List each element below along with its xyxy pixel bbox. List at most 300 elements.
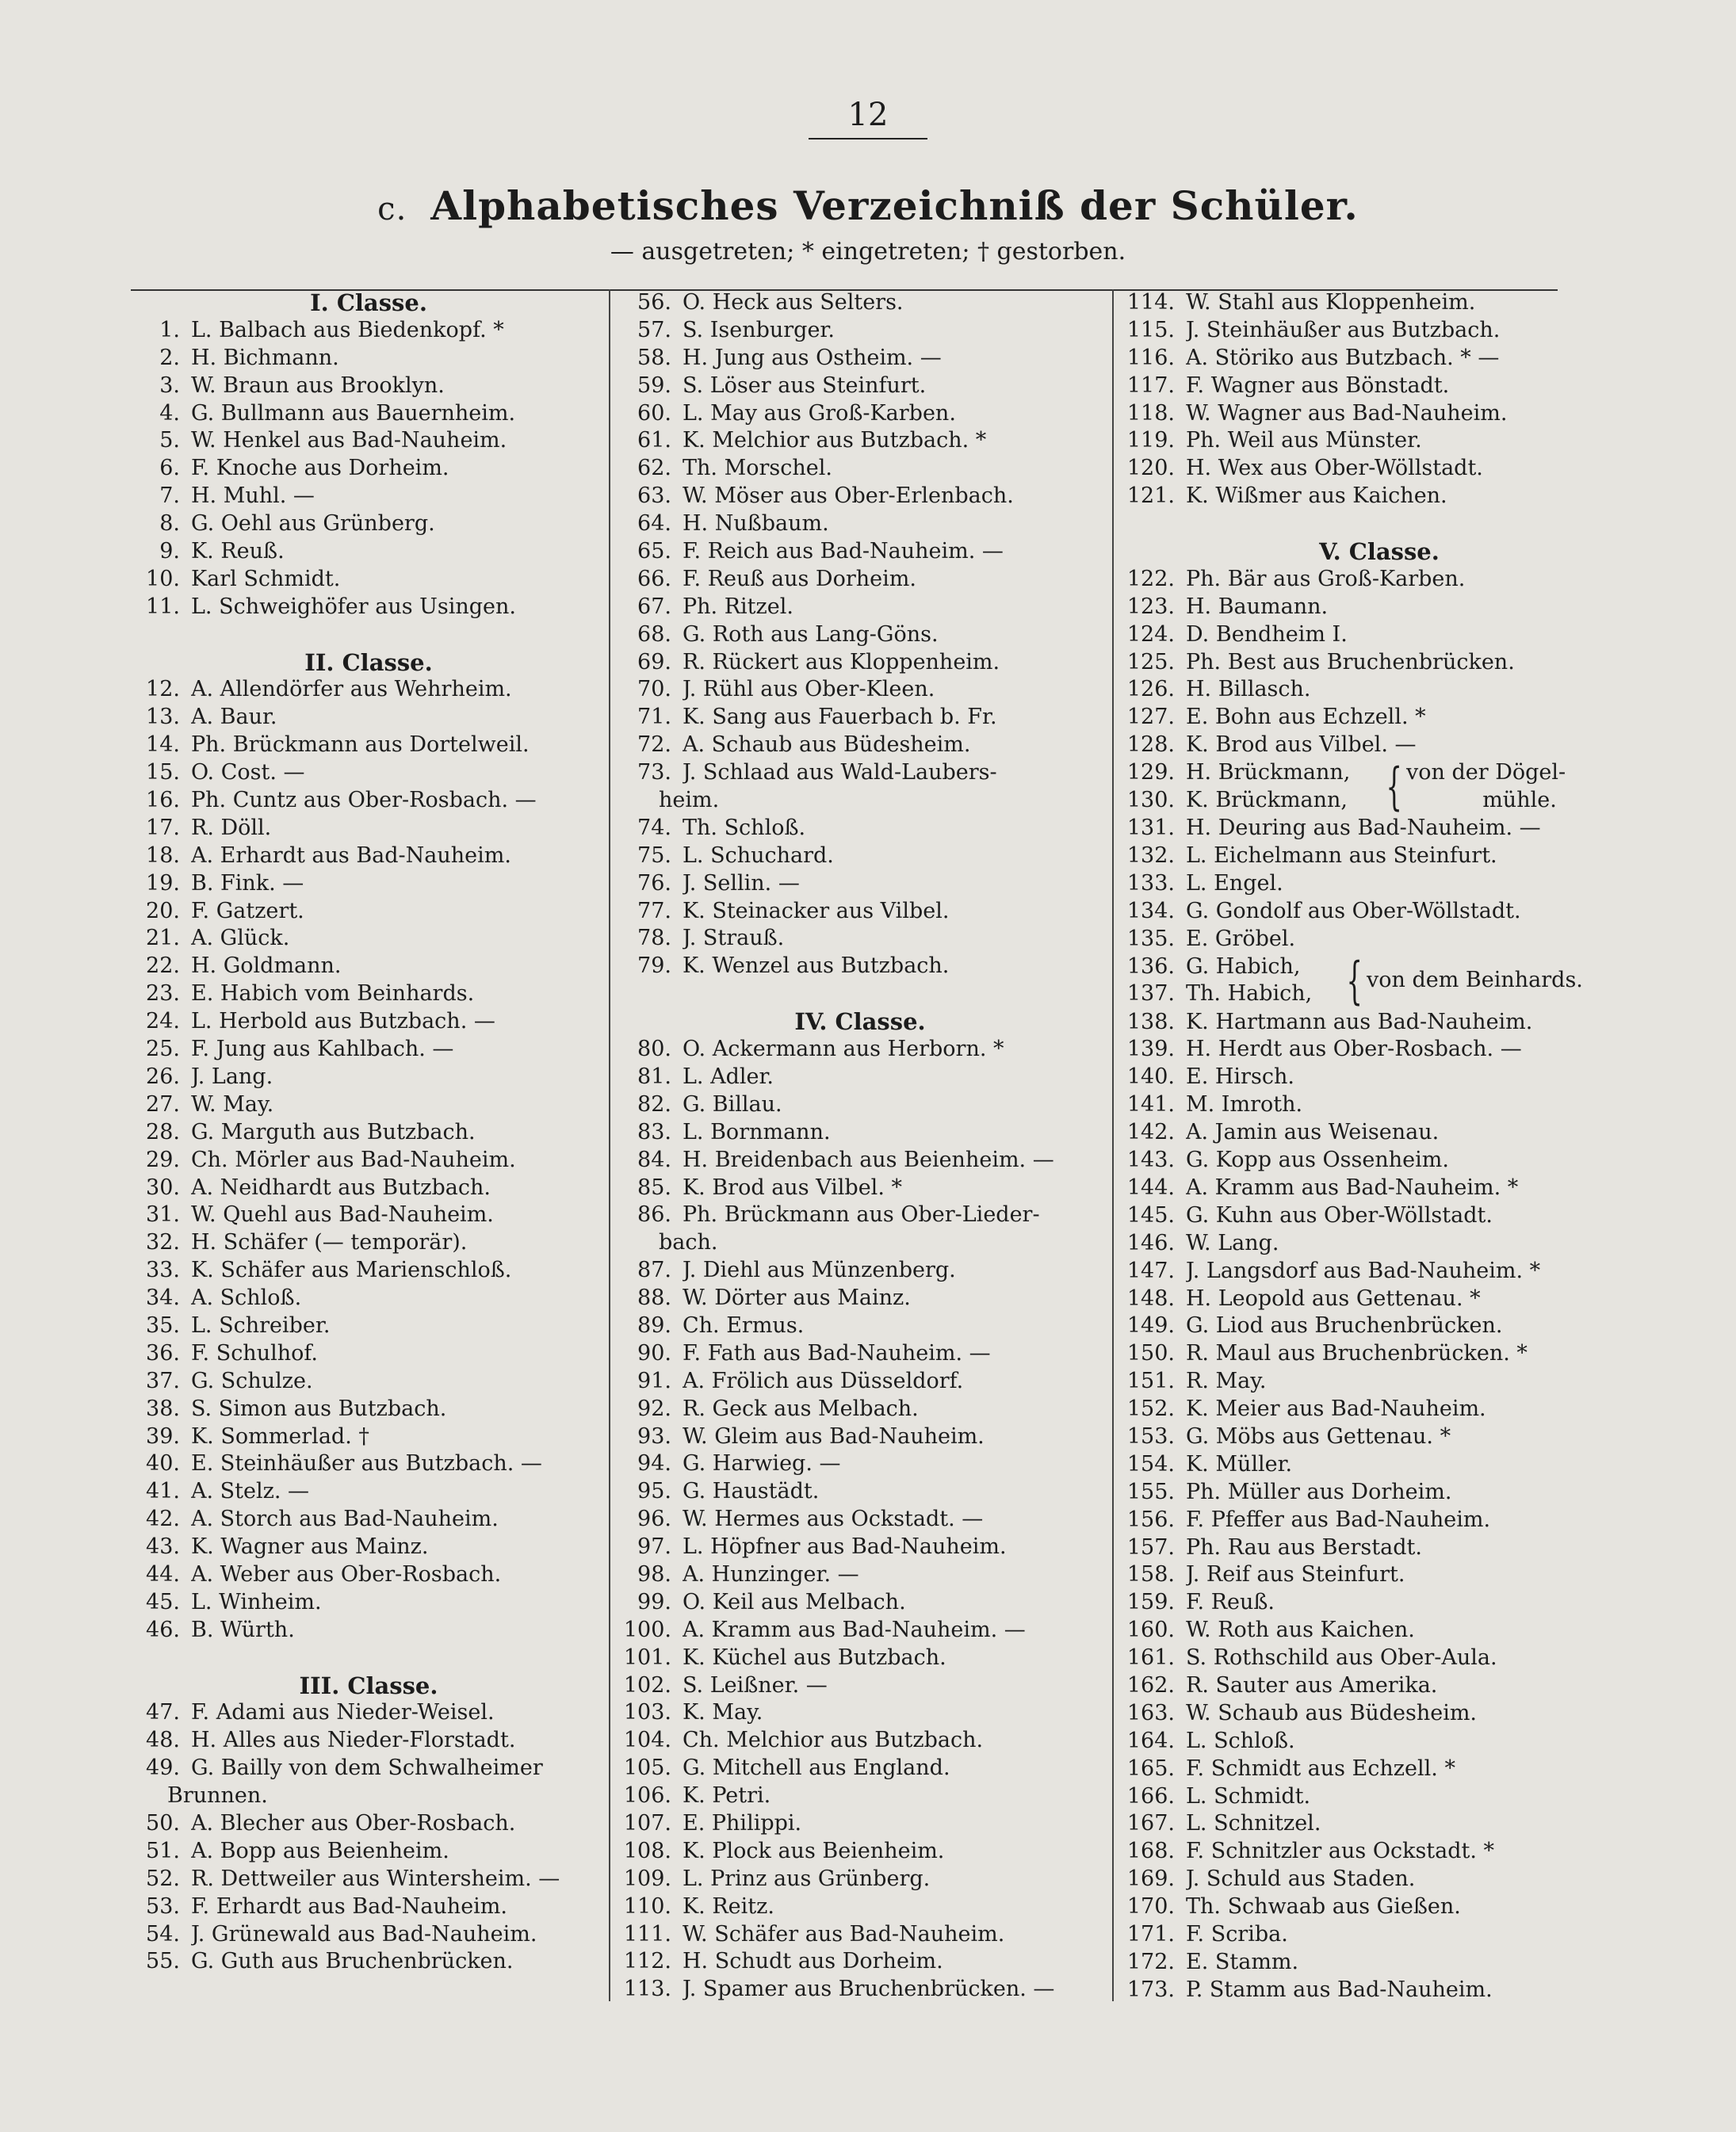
student-number: 67. — [637, 594, 671, 619]
group-origin: von der Dögel- — [1406, 760, 1566, 785]
student-number: 77. — [637, 898, 671, 923]
student-row — [131, 704, 606, 732]
student-row — [1126, 704, 1633, 732]
student-number: 73. — [637, 760, 671, 785]
student-name: O. Keil aus Melbach. — [683, 1589, 906, 1614]
student-name: K. Reitz. — [683, 1893, 774, 1919]
student-name: A. Weber aus Ober-Rosbach. — [191, 1561, 502, 1587]
student-number: 5. — [159, 428, 180, 453]
student-number: 92. — [637, 1396, 671, 1421]
bracketed-group — [1126, 759, 1633, 815]
student-number: 124. — [1126, 621, 1175, 647]
student-name: B. Würth. — [191, 1617, 295, 1642]
student-name: L. Winheim. — [191, 1589, 322, 1614]
student-number: 33. — [146, 1258, 180, 1283]
student-name: G. Roth aus Lang-Göns. — [683, 621, 939, 647]
student-row — [131, 455, 606, 483]
student-row — [131, 898, 606, 926]
student-number: 41. — [146, 1479, 180, 1504]
student-number: 51. — [146, 1838, 180, 1863]
student-number: 10. — [146, 566, 180, 591]
student-row — [1126, 815, 1633, 842]
section-title: Alphabetisches Verzeichniß der Schüler. — [430, 182, 1359, 229]
student-row — [131, 1147, 606, 1175]
student-number: 50. — [146, 1810, 180, 1836]
student-row — [622, 1921, 1098, 1949]
student-name: A. Neidhardt aus Butzbach. — [191, 1175, 491, 1200]
student-number: 155. — [1126, 1479, 1175, 1504]
student-name: B. Fink. — — [191, 870, 304, 896]
student-name: K. Küchel aus Butzbach. — [683, 1645, 946, 1670]
student-row — [1126, 842, 1633, 870]
student-name: R. Maul aus Bruchenbrücken. * — [1186, 1341, 1528, 1366]
student-row — [1126, 1119, 1633, 1147]
student-number: 71. — [637, 705, 671, 730]
student-name: H. Jung aus Ostheim. — — [683, 345, 942, 370]
student-number: 21. — [146, 926, 180, 951]
student-row — [1126, 1700, 1633, 1728]
student-name: G. Möbs aus Gettenau. * — [1186, 1423, 1451, 1449]
column-divider — [609, 289, 610, 2001]
student-name: A. Schaub aus Büdesheim. — [683, 732, 971, 758]
student-row — [131, 1866, 606, 1893]
student-row — [131, 1948, 606, 1976]
student-name: Ch. Mörler aus Bad-Nauheim. — [191, 1147, 516, 1172]
student-row — [131, 1312, 606, 1340]
student-number: 39. — [146, 1423, 180, 1449]
student-row — [622, 1810, 1098, 1838]
student-name: E. Habich vom Beinhards. — [191, 981, 475, 1007]
student-number: 115. — [1126, 317, 1175, 342]
student-row — [1126, 1589, 1633, 1617]
student-number: 56. — [637, 290, 671, 315]
student-number: 103. — [623, 1700, 671, 1725]
student-name: R. Dettweiler aus Wintersheim. — — [191, 1866, 560, 1891]
student-number: 149. — [1126, 1313, 1175, 1339]
student-row — [622, 1976, 1098, 2004]
student-row — [1126, 1451, 1633, 1479]
student-name: F. Pfeffer aus Bad-Nauheim. — [1186, 1507, 1491, 1532]
student-name: J. Schuld aus Staden. — [1186, 1866, 1416, 1892]
student-number: 43. — [146, 1534, 180, 1560]
student-number: 27. — [146, 1091, 180, 1117]
student-number: 162. — [1126, 1672, 1175, 1698]
student-name: F. Scriba. — [1186, 1921, 1288, 1947]
student-name: H. Leopold aus Gettenau. * — [1186, 1286, 1481, 1311]
spacer — [1126, 510, 1633, 538]
student-row — [1126, 1783, 1633, 1811]
student-name: H. Schäfer (— temporär). — [191, 1230, 468, 1255]
student-number: 65. — [637, 539, 671, 564]
student-number: 152. — [1126, 1396, 1175, 1422]
student-row — [1126, 1423, 1633, 1451]
student-row — [131, 1340, 606, 1368]
student-name: M. Imroth. — [1186, 1092, 1303, 1118]
student-row — [1126, 1921, 1633, 1949]
student-number: 141. — [1126, 1092, 1175, 1118]
student-row — [131, 1423, 606, 1451]
student-name: L. Schmidt. — [1186, 1783, 1311, 1809]
student-name: G. Kopp aus Ossenheim. — [1186, 1148, 1449, 1173]
student-row — [622, 1091, 1098, 1119]
student-number: 170. — [1126, 1894, 1175, 1920]
student-name: Th. Schloß. — [683, 815, 806, 840]
student-row — [131, 953, 606, 980]
student-name: G. Guth aus Bruchenbrücken. — [191, 1949, 514, 1974]
student-name: F. Adami aus Nieder-Weisel. — [191, 1700, 495, 1725]
student-row — [131, 373, 606, 400]
student-row — [131, 1064, 606, 1091]
student-number: 55. — [146, 1949, 180, 1974]
student-name: Ph. Müller aus Dorheim. — [1186, 1479, 1452, 1504]
student-row — [622, 566, 1098, 594]
student-number: 160. — [1126, 1618, 1175, 1643]
student-name: K. Meier aus Bad-Nauheim. — [1186, 1396, 1486, 1422]
student-name: K. Wißmer aus Kaichen. — [1186, 483, 1447, 509]
student-name: F. Knoche aus Dorheim. — [191, 456, 449, 481]
student-row — [1126, 400, 1633, 428]
student-number: 140. — [1126, 1064, 1175, 1090]
student-row — [131, 1175, 606, 1202]
student-name: S. Löser aus Steinfurt. — [683, 373, 927, 398]
student-number: 90. — [637, 1340, 671, 1366]
student-row — [622, 1478, 1098, 1506]
student-number: 119. — [1126, 428, 1175, 453]
student-number: 167. — [1126, 1811, 1175, 1836]
student-name: L. Adler. — [683, 1064, 774, 1089]
student-name: G. Kuhn aus Ober-Wöllstadt. — [1186, 1202, 1493, 1228]
student-name: G. Bullmann aus Bauernheim. — [191, 400, 516, 426]
student-number: 82. — [637, 1091, 671, 1117]
spacer — [622, 980, 1098, 1008]
student-row — [131, 815, 606, 842]
student-number: 121. — [1126, 483, 1175, 509]
student-name: H. Wex aus Ober-Wöllstadt. — [1186, 456, 1483, 481]
student-number: 44. — [146, 1561, 180, 1587]
student-name: L. Prinz aus Grünberg. — [683, 1866, 931, 1891]
student-row — [131, 1396, 606, 1423]
student-row — [1126, 870, 1633, 898]
page-title — [0, 181, 1736, 235]
student-number: 165. — [1126, 1756, 1175, 1781]
student-row — [1126, 1728, 1633, 1756]
student-name: K. Brod aus Vilbel. * — [683, 1175, 902, 1200]
student-number: 35. — [146, 1312, 180, 1338]
student-number: 133. — [1126, 870, 1175, 896]
spacer — [131, 621, 606, 649]
student-name: W. Gleim aus Bad-Nauheim. — [683, 1423, 985, 1449]
student-number: 19. — [146, 870, 180, 896]
student-row — [1126, 1340, 1633, 1368]
student-row — [1126, 787, 1379, 815]
student-row — [131, 1893, 606, 1921]
student-row — [131, 1534, 606, 1561]
student-name: O. Ackermann aus Herborn. * — [683, 1037, 1004, 1062]
student-number: 99. — [637, 1589, 671, 1614]
student-name: R. Rückert aus Kloppenheim. — [683, 649, 1000, 674]
student-row — [131, 1368, 606, 1396]
student-row — [131, 870, 606, 898]
student-row — [131, 594, 606, 621]
student-number: 163. — [1126, 1700, 1175, 1725]
student-name: J. Langsdorf aus Bad-Nauheim. * — [1186, 1258, 1541, 1283]
student-name-continuation: heim. — [659, 788, 720, 813]
student-name: L. Schloß. — [1186, 1728, 1295, 1753]
student-name: O. Heck aus Selters. — [683, 290, 904, 315]
student-row — [1126, 759, 1379, 787]
student-name: A. Bopp aus Beienheim. — [191, 1838, 449, 1863]
student-name: E. Philippi. — [683, 1810, 802, 1836]
student-row — [1126, 1507, 1633, 1534]
student-row — [131, 483, 606, 510]
student-name: F. Jung aus Kahlbach. — — [191, 1037, 454, 1062]
student-row — [1126, 1977, 1633, 2004]
student-name: Ph. Weil aus Münster. — [1186, 428, 1422, 453]
student-row — [1126, 1312, 1633, 1340]
student-number: 76. — [637, 870, 671, 896]
student-number: 83. — [637, 1119, 671, 1144]
student-name: W. Stahl aus Kloppenheim. — [1186, 290, 1476, 315]
student-row — [131, 676, 606, 704]
student-number: 17. — [146, 815, 180, 840]
student-row — [622, 649, 1098, 677]
student-name: A. Frölich aus Düsseldorf. — [683, 1368, 964, 1393]
student-number: 74. — [637, 815, 671, 840]
student-row — [1126, 1672, 1633, 1700]
student-number: 112. — [623, 1949, 671, 1974]
student-row — [1126, 483, 1633, 510]
student-number: 1. — [159, 317, 180, 342]
student-number: 40. — [146, 1451, 180, 1477]
student-name: Ph. Cuntz aus Ober-Rosbach. — — [191, 788, 537, 813]
student-row — [622, 1423, 1098, 1451]
student-row — [131, 1478, 606, 1506]
student-number: 122. — [1126, 566, 1175, 591]
student-number: 62. — [637, 456, 671, 481]
student-row — [1126, 594, 1633, 621]
student-number: 32. — [146, 1230, 180, 1255]
student-name: W. Quehl aus Bad-Nauheim. — [191, 1202, 494, 1228]
student-number: 94. — [637, 1451, 671, 1477]
student-name: L. May aus Groß-Karben. — [683, 400, 956, 426]
student-number: 102. — [623, 1672, 671, 1698]
student-row — [131, 1506, 606, 1534]
student-name: Ch. Ermus. — [683, 1312, 805, 1338]
student-number: 81. — [637, 1064, 671, 1089]
student-name: A. Blecher aus Ober-Rosbach. — [191, 1810, 516, 1836]
student-row — [622, 317, 1098, 345]
student-number: 6. — [159, 456, 180, 481]
student-number: 58. — [637, 345, 671, 370]
student-name: A. Erhardt aus Bad-Nauheim. — [191, 842, 511, 868]
section-prefix: c. — [377, 191, 407, 227]
student-row — [1126, 649, 1633, 677]
student-row — [622, 1589, 1098, 1617]
student-number: 139. — [1126, 1037, 1175, 1062]
student-row — [131, 1755, 606, 1782]
student-name: K. Müller. — [1186, 1451, 1293, 1477]
student-name: W. Schaub aus Büdesheim. — [1186, 1700, 1478, 1725]
student-name: K. Schäfer aus Marienschloß. — [191, 1258, 512, 1283]
student-row — [622, 1202, 1098, 1229]
student-number: 168. — [1126, 1839, 1175, 1864]
student-name: J. Spamer aus Bruchenbrücken. — — [683, 1977, 1055, 2002]
student-name: E. Gröbel. — [1186, 926, 1296, 951]
student-number: 37. — [146, 1368, 180, 1393]
student-name: J. Steinhäußer aus Butzbach. — [1186, 317, 1501, 342]
student-number: 104. — [623, 1728, 671, 1753]
student-row — [622, 1257, 1098, 1285]
student-number: 18. — [146, 842, 180, 868]
student-number: 173. — [1126, 1977, 1175, 2002]
student-name: Th. Morschel. — [683, 456, 832, 481]
student-name: W. Schäfer aus Bad-Nauheim. — [683, 1921, 1005, 1947]
student-number: 158. — [1126, 1562, 1175, 1588]
student-number: 85. — [637, 1175, 671, 1200]
student-row — [131, 1091, 606, 1119]
student-name: L. Höpfner aus Bad-Nauheim. — [683, 1534, 1007, 1560]
student-row — [131, 1727, 606, 1755]
student-number: 34. — [146, 1286, 180, 1311]
student-row — [1126, 1202, 1633, 1230]
student-number: 110. — [623, 1893, 671, 1919]
student-number: 80. — [637, 1037, 671, 1062]
student-row — [1126, 1866, 1633, 1893]
student-name: J. Sellin. — — [683, 870, 800, 896]
student-name: J. Diehl aus Münzenberg. — [683, 1258, 956, 1283]
student-number: 148. — [1126, 1286, 1175, 1311]
spacer — [131, 1645, 606, 1672]
student-name: L. Schweighöfer aus Usingen. — [191, 594, 517, 619]
student-row — [131, 1617, 606, 1645]
student-row — [622, 289, 1098, 317]
student-name: A. Baur. — [191, 705, 277, 730]
student-name: J. Lang. — [191, 1064, 273, 1089]
student-number: 36. — [146, 1340, 180, 1366]
student-name: K. Reuß. — [191, 539, 285, 564]
student-name: Th. Schwaab aus Gießen. — [1186, 1894, 1461, 1920]
student-number: 31. — [146, 1202, 180, 1228]
student-row — [131, 1450, 606, 1478]
student-row — [622, 1645, 1098, 1672]
student-number: 23. — [146, 981, 180, 1007]
student-number: 93. — [637, 1423, 671, 1449]
student-number: 172. — [1126, 1949, 1175, 1974]
student-number: 107. — [623, 1810, 671, 1836]
student-number: 63. — [637, 483, 671, 509]
student-name: Ph. Brückmann aus Ober-Lieder- — [683, 1202, 1040, 1228]
student-number: 16. — [146, 788, 180, 813]
student-row — [1126, 1949, 1633, 1977]
student-number: 28. — [146, 1119, 180, 1144]
student-name: G. Oehl aus Grünberg. — [191, 511, 435, 537]
student-row — [622, 1396, 1098, 1423]
student-number: 14. — [146, 732, 180, 758]
student-row — [131, 1008, 606, 1036]
student-name: F. Reuß aus Dorheim. — [683, 566, 916, 591]
student-number: 84. — [637, 1147, 671, 1172]
student-row — [131, 1119, 606, 1147]
student-name: L. Balbach aus Biedenkopf. * — [191, 317, 504, 342]
student-number: 153. — [1126, 1423, 1175, 1449]
student-name: L. Engel. — [1186, 870, 1283, 896]
student-number: 106. — [623, 1783, 671, 1809]
student-number: 161. — [1126, 1645, 1175, 1671]
student-row — [622, 1866, 1098, 1893]
student-row — [131, 1561, 606, 1589]
student-number: 130. — [1126, 788, 1175, 813]
student-name: K. May. — [683, 1700, 763, 1725]
student-row — [131, 1838, 606, 1866]
group-origin-continuation: mühle. — [1482, 788, 1557, 813]
student-number: 78. — [637, 926, 671, 951]
student-row — [1126, 1396, 1633, 1423]
student-name: H. Breidenbach aus Beienheim. — — [683, 1147, 1054, 1172]
student-number: 134. — [1126, 898, 1175, 923]
student-name: H. Billasch. — [1186, 677, 1311, 702]
student-row — [1126, 1230, 1633, 1258]
student-row — [1126, 1091, 1633, 1119]
student-name: K. Brod aus Vilbel. — — [1186, 732, 1417, 758]
student-name: A. Jamin aus Weisenau. — [1186, 1120, 1440, 1145]
student-row — [1126, 1756, 1633, 1783]
student-row — [622, 427, 1098, 455]
student-name: A. Schloß. — [191, 1286, 302, 1311]
student-number: 91. — [637, 1368, 671, 1393]
student-row — [622, 870, 1098, 898]
student-row — [622, 510, 1098, 538]
student-column-3 — [1126, 289, 1633, 2004]
student-column-2 — [622, 289, 1098, 2004]
student-row — [131, 1202, 606, 1229]
student-row — [1126, 1368, 1633, 1396]
student-row — [622, 1064, 1098, 1091]
column-divider — [1112, 289, 1114, 2001]
student-name: R. Geck aus Melbach. — [683, 1396, 919, 1421]
student-number: 151. — [1126, 1369, 1175, 1394]
student-number: 13. — [146, 705, 180, 730]
student-name: A. Kramm aus Bad-Nauheim. * — [1186, 1175, 1519, 1200]
student-number: 2. — [159, 345, 180, 370]
student-number: 138. — [1126, 1009, 1175, 1034]
student-row — [131, 566, 606, 594]
student-row — [1126, 427, 1633, 455]
student-name: J. Strauß. — [683, 926, 785, 951]
student-number: 105. — [623, 1756, 671, 1781]
student-number: 137. — [1126, 981, 1175, 1007]
page-number: 12 — [809, 95, 927, 139]
student-number: 66. — [637, 566, 671, 591]
class-heading: IV. Classe. — [794, 1008, 926, 1036]
student-number: 118. — [1126, 400, 1175, 426]
student-name: L. Herbold aus Butzbach. — — [191, 1009, 495, 1034]
student-number: 142. — [1126, 1120, 1175, 1145]
student-number: 57. — [637, 317, 671, 342]
student-number: 132. — [1126, 843, 1175, 869]
student-row — [1126, 1534, 1633, 1562]
student-name-continuation: Brunnen. — [167, 1783, 268, 1809]
student-number: 70. — [637, 677, 671, 702]
student-row — [622, 1838, 1098, 1866]
student-row — [1126, 1147, 1633, 1175]
student-row — [1126, 1064, 1633, 1091]
student-name: A. Hunzinger. — — [683, 1561, 859, 1587]
student-row — [622, 1948, 1098, 1976]
student-name: W. Henkel aus Bad-Nauheim. — [191, 428, 507, 453]
student-row — [131, 1589, 606, 1617]
student-number: 4. — [159, 400, 180, 426]
student-row — [622, 1119, 1098, 1147]
